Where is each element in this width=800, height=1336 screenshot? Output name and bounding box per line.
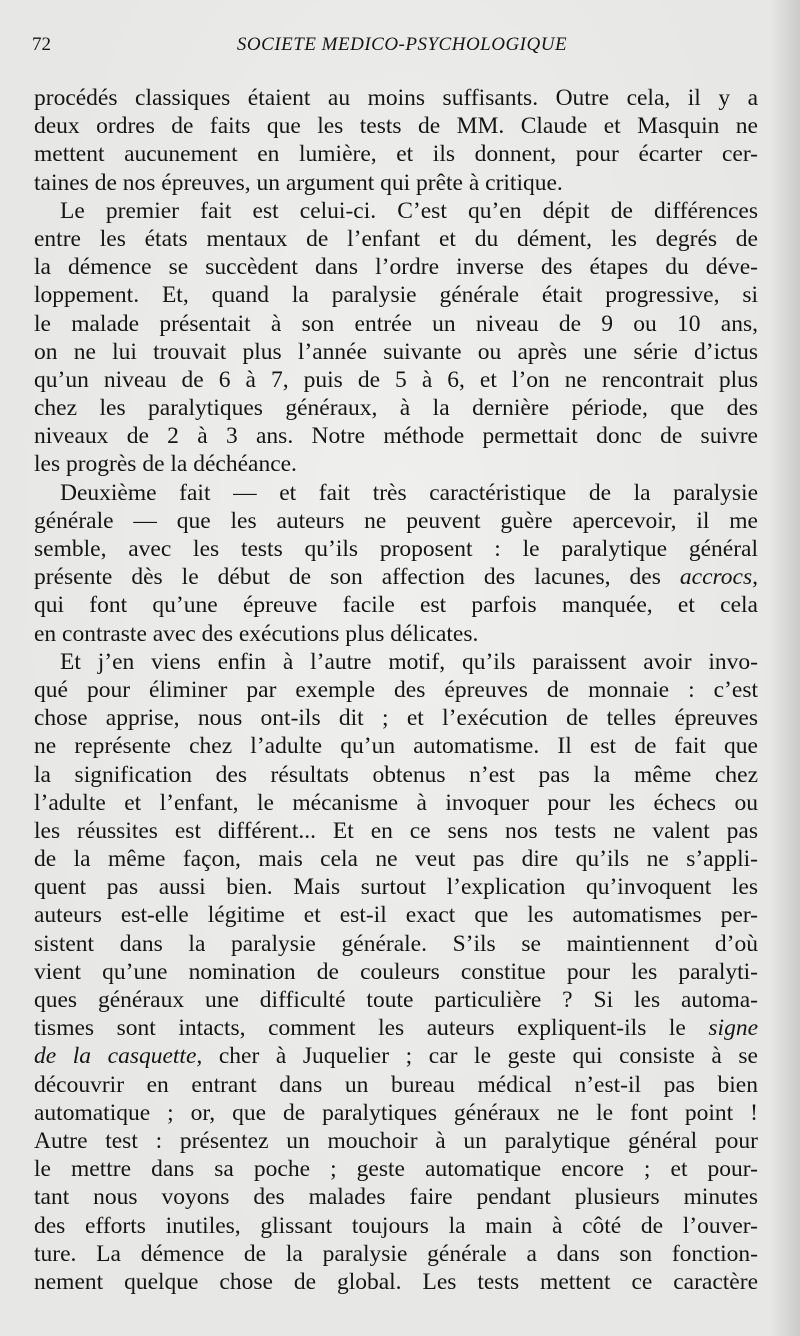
text-fragment: tismes sont intacts, comment les auteurs expliquent-ils le	[34, 1015, 686, 1042]
text-line: auteurs est-elle légitime et est-il exact que les automatismes per-	[34, 902, 758, 929]
text-line: qu’un niveau de 6 à 7, puis de 5 à 6, et l’on ne rencontrait plus	[34, 366, 758, 393]
text-line: chose apprise, nous ont-ils dit ; et l’exécution de telles épreuves	[34, 705, 758, 732]
text-line: deux ordres de faits que les tests de MM. Claude et Masquin ne	[34, 113, 758, 140]
text-line: taines de nos épreuves, un argument qui prête à critique.	[34, 169, 563, 196]
text-line: le mettre dans sa poche ; geste automatique encore ; et pour-	[34, 1156, 758, 1183]
text-fragment: cher à Juquelier ; car le geste qui consiste à se	[218, 1043, 758, 1070]
text-line: les réussites est différent... Et en ce sens nos tests ne valent pas	[34, 817, 758, 844]
text-line: découvrir en entrant dans un bureau médical n’est-il pas bien	[34, 1071, 758, 1098]
text-line-with-italic	[34, 563, 758, 591]
page-number: 72	[32, 34, 51, 55]
page-edge-shadow	[770, 0, 800, 1336]
italic-phrase: signe	[708, 1015, 758, 1042]
text-line: Deuxième fait — et fait très caractéristique de la paralysie	[60, 479, 758, 506]
text-line: des efforts inutiles, glissant toujours la main à côté de l’ouver-	[34, 1212, 758, 1239]
running-head	[32, 34, 772, 58]
text-line: de la même façon, mais cela ne veut pas dire qu’ils ne s’appli-	[34, 846, 758, 873]
text-line-with-italic	[34, 1014, 758, 1042]
italic-word: accrocs,	[679, 564, 758, 591]
text-line: ture. La démence de la paralysie générale a dans son fonction-	[34, 1240, 758, 1267]
text-line: chez les paralytiques généraux, à la dernière période, que des	[34, 395, 758, 422]
text-line: sistent dans la paralysie générale. S’ils se maintiennent d’où	[34, 930, 758, 957]
text-line: mettent aucunement en lumière, et ils donnent, pour écarter cer-	[34, 141, 758, 168]
text-line: on ne lui trouvait plus l’année suivante ou après une série d’ictus	[34, 338, 758, 365]
text-line: en contraste avec des exécutions plus délicates.	[34, 620, 479, 647]
text-line-with-italic	[34, 1042, 758, 1070]
text-line: nement quelque chose de global. Les tests mettent ce caractère	[34, 1268, 758, 1295]
text-line: loppement. Et, quand la paralysie générale était progressive, si	[34, 282, 758, 309]
text-line: quent pas aussi bien. Mais surtout l’explication qu’invoquent les	[34, 874, 758, 901]
text-line: la démence se succèdent dans l’ordre inverse des étapes du déve-	[34, 254, 758, 281]
text-line: entre les états mentaux de l’enfant et du dément, les degrés de	[34, 225, 758, 252]
text-line: tant nous voyons des malades faire pendant plusieurs minutes	[34, 1184, 758, 1211]
text-line: vient qu’une nomination de couleurs constitue pour les paralyti-	[34, 958, 758, 985]
text-line: le malade présentait à son entrée un niveau de 9 ou 10 ans,	[34, 310, 758, 337]
text-line: qué pour éliminer par exemple des épreuves de monnaie : c’est	[34, 676, 758, 703]
text-line: l’adulte et l’enfant, le mécanisme à invoquer pour les échecs ou	[34, 789, 758, 816]
text-line: les progrès de la déchéance.	[34, 451, 297, 478]
text-line: ne représente chez l’adulte qu’un automatisme. Il est de fait que	[34, 733, 758, 760]
text-line: ques généraux une difficulté toute particulière ? Si les automa-	[34, 987, 758, 1013]
italic-phrase: de la casquette,	[34, 1043, 203, 1070]
text-line: Autre test : présentez un mouchoir à un paralytique général pour	[34, 1127, 758, 1154]
text-line: procédés classiques étaient au moins suffisants. Outre cela, il y a	[34, 85, 758, 111]
text-line: générale — que les auteurs ne peuvent guère apercevoir, il me	[34, 507, 758, 534]
text-line: la signification des résultats obtenus n’est pas la même chez	[34, 761, 758, 788]
journal-title: SOCIETE MEDICO-PSYCHOLOGIQUE	[236, 34, 568, 55]
text-fragment: présente dès le début de son affection des lacunes, des	[34, 564, 661, 591]
text-line: niveaux de 2 à 3 ans. Notre méthode permettait donc de suivre	[34, 423, 758, 450]
text-line: Et j’en viens enfin à l’autre motif, qu’ils paraissent avoir invo-	[60, 648, 758, 675]
text-line: automatique ; or, que de paralytiques généraux ne le font point !	[34, 1099, 758, 1126]
text-line: qui font qu’une épreuve facile est parfois manquée, et cela	[34, 592, 758, 619]
body-text	[34, 84, 758, 1296]
text-line: semble, avec les tests qu’ils proposent : le paralytique général	[34, 536, 758, 562]
text-line: Le premier fait est celui-ci. C’est qu’en dépit de différences	[60, 197, 758, 224]
